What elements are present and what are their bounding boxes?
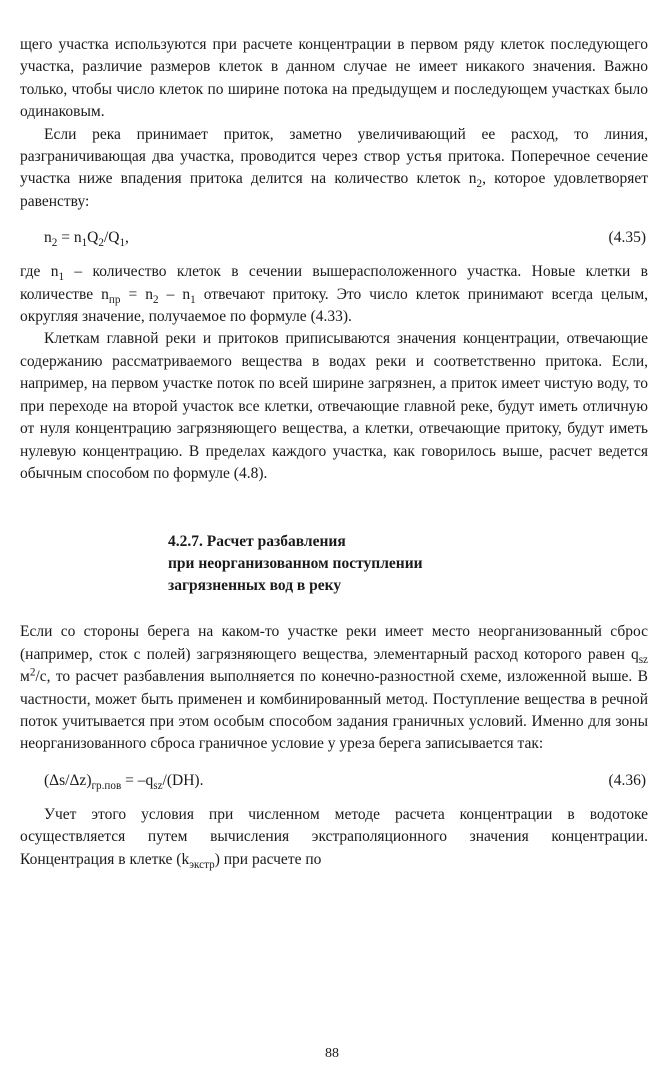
paragraph-5-sup: 2: [29, 666, 36, 679]
section-heading-line-1: 4.2.7. Расчет разбавления: [168, 533, 346, 551]
paragraph-5: [20, 621, 648, 755]
paragraph-6-text-a: Учет этого условия при численном методе расчета концентрации в водотоке осуществляется путем вычисления экстраполяционного значения концентрации. Концентрация в клетке (k: [20, 805, 648, 868]
page-number: 88: [325, 1046, 339, 1061]
paragraph-3-text-b: – количество клеток в сечении вышерасположенного участка. Новые клетки в количестве n: [20, 263, 648, 303]
formula-4-35-n: n: [44, 229, 52, 247]
formula-4-35-div: /Q: [103, 229, 120, 247]
paragraph-2-subscript: 2: [476, 178, 483, 191]
formula-4-35-number: (4.35): [608, 229, 646, 247]
formula-4-35-end: ,: [125, 229, 129, 247]
paragraph-6-text-b: ) при расчете по: [214, 850, 322, 868]
section-heading-line-2: при неорганизованном поступлении: [168, 555, 423, 573]
paragraph-3-sub-3: 2: [153, 293, 159, 306]
formula-4-36-rhs: /(DH).: [162, 771, 204, 789]
formula-4-36: [20, 766, 648, 796]
paragraph-3-text-a: где n: [20, 263, 59, 281]
paragraph-6: [20, 804, 648, 871]
paragraph-3-text-d: – n: [158, 285, 191, 303]
paragraph-4-text: Клеткам главной реки и притоков приписываются значения концентрации, отвечающие содержанию рассматриваемого вещества в водах реки и соответственно притока. Если, например, на первом участке поток по всей ширине загрязнен, а приток имеет чистую воду, то при переходе на второй участок все клетки, отвечающие главной реке, будут иметь отличную от нуля концентрацию загрязняющего вещества, а клетки, отвечающие притоку, будут иметь нулевую концентрацию. В пределах каждого участка, как говорилось выше, расчет ведется обычным способом по формуле (4.8).: [20, 330, 648, 482]
paragraph-5-text-a: Если со стороны берега на каком-то участке реки имеет место неорганизованный сброс (например, сток с полей) загрязняющего вещества, элементарный расход которого равен q: [20, 623, 648, 663]
paragraph-3-sub-2: пр: [108, 293, 121, 306]
formula-4-36-lhs: (Δs/Δz): [44, 771, 92, 789]
formula-4-35-q1-sub: 1: [119, 237, 126, 250]
paragraph-3: [20, 261, 648, 328]
formula-4-36-expression: [44, 770, 203, 792]
paragraph-1: [20, 34, 648, 124]
paragraph-3-sub-1: 1: [58, 271, 65, 284]
paragraph-1-text: щего участка используются при расчете концентрации в первом ряду клеток последующего участка, различие размеров клеток в данном случае не имеет никакого значения. Важно только, чтобы число клеток по ширине потока на предыдущем и последующем участках было одинаковым.: [20, 36, 648, 121]
paragraph-5-sub: sz: [638, 653, 648, 666]
page-text: [20, 34, 648, 871]
formula-4-35-q: Q: [87, 229, 99, 247]
paragraph-4: [20, 328, 648, 485]
paragraph-6-sub: экстр: [189, 858, 215, 871]
paragraph-3-text-c: = n: [120, 285, 154, 303]
formula-4-35: [20, 223, 648, 253]
paragraph-2-text-b: , которое удовлетворяет равенству:: [20, 170, 648, 210]
section-heading: [168, 531, 648, 597]
formula-4-35-q2-sub: 2: [98, 237, 104, 250]
paragraph-2: [20, 124, 648, 214]
section-heading-line-3: загрязненных вод в реку: [168, 577, 342, 595]
paragraph-2-text-a: Если река принимает приток, заметно увеличивающий ее расход, то линия, разграничивающая два участка, проводится через створ устья притока. Поперечное сечение участка ниже впадения притока делится на количество клеток n: [20, 125, 648, 188]
formula-4-36-q-sub: sz: [153, 779, 163, 792]
formula-4-35-expression: [44, 227, 129, 249]
formula-4-36-lhs-sub: гр.пов: [91, 779, 122, 792]
formula-4-36-eq: = –q: [121, 771, 154, 789]
paragraph-3-sub-4: 1: [190, 293, 196, 306]
paragraph-5-text-b: м: [20, 668, 30, 686]
formula-4-35-eq: = n: [57, 229, 82, 247]
formula-4-35-n1-sub: 1: [81, 237, 88, 250]
paragraph-5-text-c: /с, то расчет разбавления выполняется по конечно-разностной схеме, изложенной выше. В частности, может быть применен и комбинированный метод. Поступление вещества в речной поток учитывается при этом особым способом задания граничных условий. Именно для зоны неорганизованного сброса граничное условие у уреза берега записывается так:: [20, 668, 648, 753]
formula-4-35-n-sub: 2: [51, 237, 58, 250]
formula-4-36-number: (4.36): [608, 771, 646, 789]
paragraph-3-text-e: отвечают притоку. Это число клеток принимают всегда целым, округляя значение, получаемое по формуле (4.33).: [20, 285, 649, 326]
